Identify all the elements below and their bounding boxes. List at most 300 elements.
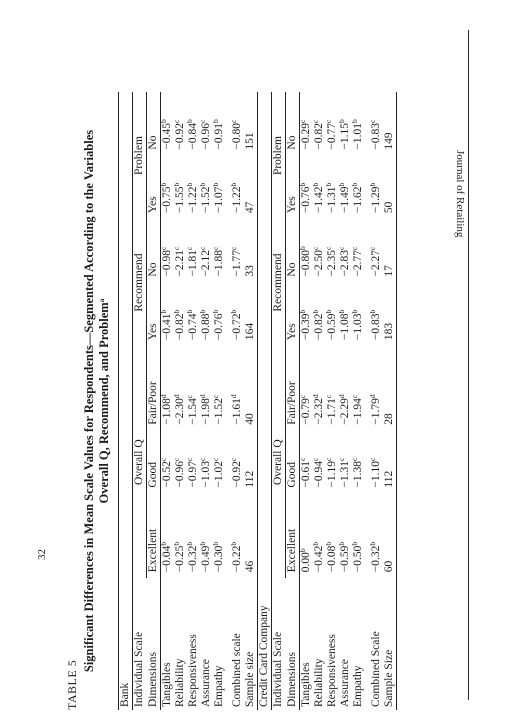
table-cell — [161, 219, 175, 283]
significance-mark: b — [311, 541, 320, 546]
cell-value: −0.59 — [326, 313, 338, 341]
cell-value: −1.22 — [187, 186, 199, 214]
row-label: Assurance — [339, 659, 351, 707]
cell-value: −1.19 — [326, 460, 338, 488]
significance-mark: c — [211, 246, 220, 250]
table-cell — [231, 346, 244, 431]
section-title: Credit Card Company — [258, 92, 272, 710]
table-cell — [174, 156, 187, 220]
cell-value: −0.29 — [300, 122, 312, 150]
cell-value: −1.29 — [370, 186, 382, 214]
running-header: Journal of Retailing — [454, 150, 466, 238]
column-header: No — [286, 92, 300, 156]
table-cell — [213, 283, 226, 347]
table-cell — [231, 156, 244, 220]
significance-mark: d — [172, 394, 181, 399]
cell-value: −0.08 — [326, 545, 338, 573]
table-cell — [187, 494, 200, 579]
significance-mark: b — [159, 182, 168, 187]
row-label: Reliability — [313, 658, 325, 707]
cell-value: −2.21 — [174, 249, 186, 277]
table-cell — [339, 346, 352, 431]
table-cell — [174, 283, 187, 347]
significance-mark: b — [350, 309, 359, 314]
significance-mark: c — [229, 457, 238, 461]
cell-value: −2.29 — [339, 398, 351, 425]
table-cell — [213, 494, 226, 579]
cell-value: −0.04 — [161, 545, 173, 573]
significance-mark: b — [211, 541, 220, 546]
significance-mark: b — [337, 119, 346, 123]
column-header: Good — [147, 431, 161, 494]
significance-mark: b — [172, 541, 181, 546]
section-title: Bank — [119, 92, 133, 710]
significance-mark: d — [368, 394, 377, 399]
significance-mark: b — [324, 309, 333, 314]
significance-mark: c — [350, 246, 359, 250]
table-cell — [174, 92, 187, 156]
table-cell — [339, 494, 352, 579]
cell-value: −0.79 — [300, 398, 312, 425]
significance-mark: c — [350, 394, 359, 399]
table-cell — [187, 219, 200, 283]
column-header: Good — [286, 431, 300, 494]
table-cell — [339, 219, 352, 283]
significance-mark: c — [324, 394, 333, 399]
significance-mark: c — [211, 394, 220, 399]
column-header: No — [286, 219, 300, 283]
cell-value: −0.52 — [161, 460, 173, 488]
cell-value: −0.30 — [213, 545, 225, 573]
table-cell — [313, 494, 326, 579]
table-row — [213, 92, 226, 710]
significance-mark: b — [185, 119, 194, 123]
significance-mark: b — [337, 541, 346, 546]
cell-value: −1.15 — [339, 122, 351, 150]
table-cell — [213, 92, 226, 156]
table-cell — [300, 219, 314, 283]
sample-size-value: 46 — [244, 494, 258, 579]
cell-value: −1.88 — [213, 249, 225, 277]
table-cell — [213, 431, 226, 494]
cell-value: −0.96 — [200, 122, 212, 150]
cell-value: −0.72 — [231, 313, 243, 341]
cell-value: −1.31 — [339, 460, 351, 488]
cell-value: −2.83 — [339, 249, 351, 277]
cell-value: −2.50 — [313, 249, 325, 277]
table-cell — [161, 431, 175, 494]
column-header: Yes — [147, 283, 161, 347]
table-title-line-2-text: Overall Q, Recommend, and Problem — [97, 302, 111, 504]
column-header: Yes — [286, 156, 300, 220]
combined-label: Combined scale — [231, 633, 243, 707]
column-header: Yes — [147, 156, 161, 220]
table-cell — [231, 431, 244, 494]
sample-size-value: 112 — [383, 431, 397, 494]
significance-mark: c — [211, 457, 220, 461]
table-cell — [231, 494, 244, 579]
significance-mark: b — [368, 309, 377, 314]
significance-mark: c — [298, 457, 307, 461]
table-cell — [352, 219, 365, 283]
table-cell — [370, 92, 383, 156]
significance-mark: b — [185, 309, 194, 314]
significance-mark: c — [185, 457, 194, 461]
cell-value: −1.31 — [326, 186, 338, 214]
cell-value: −0.49 — [200, 545, 212, 573]
table-cell — [370, 219, 383, 283]
column-group-header: Recommend — [133, 219, 147, 346]
significance-mark: d — [229, 394, 238, 399]
row-header-line-1: Individual Scale — [272, 578, 286, 710]
sample-size-value: 28 — [383, 346, 397, 431]
cell-value: −1.22 — [231, 186, 243, 214]
significance-mark: b — [337, 182, 346, 187]
cell-value: −0.77 — [326, 122, 338, 150]
table-cell — [339, 431, 352, 494]
cell-value: 0.00 — [300, 552, 312, 573]
significance-mark: b — [298, 182, 307, 187]
cell-value: −1.61 — [231, 398, 243, 425]
sample-size-value: 149 — [383, 92, 397, 156]
significance-mark: c — [311, 246, 320, 250]
significance-mark: c — [185, 394, 194, 399]
table-cell — [352, 92, 365, 156]
column-header: Excellent — [286, 494, 300, 579]
sample-size-value: 60 — [383, 494, 397, 579]
significance-mark: b — [159, 309, 168, 314]
table-cell — [187, 283, 200, 347]
significance-mark: b — [172, 182, 181, 187]
significance-mark: c — [198, 246, 207, 250]
sample-size-value: 33 — [244, 219, 258, 283]
row-label: Responsiveness — [326, 634, 338, 707]
significance-mark: b — [350, 541, 359, 546]
table-cell — [313, 219, 326, 283]
cell-value: −0.92 — [231, 460, 243, 488]
cell-value: −0.32 — [370, 545, 382, 573]
table-cell — [313, 156, 326, 220]
table-cell — [300, 494, 314, 579]
cell-value: −0.83 — [370, 122, 382, 150]
cell-value: −0.80 — [300, 249, 312, 277]
cell-value: −1.42 — [313, 186, 325, 214]
table-cell — [352, 283, 365, 347]
significance-mark: c — [368, 246, 377, 250]
significance-mark: c — [324, 246, 333, 250]
cell-value: −0.61 — [300, 460, 312, 488]
combined-label: Combined Scale — [370, 631, 382, 707]
cell-value: −0.98 — [161, 249, 173, 277]
significance-mark: c — [159, 457, 168, 461]
table-cell — [300, 92, 314, 156]
group-header-row — [133, 92, 147, 710]
significance-mark: b — [229, 182, 238, 187]
sample-size-row — [383, 92, 397, 710]
significance-mark: d — [311, 394, 320, 399]
table-cell — [313, 283, 326, 347]
page-number: 32 — [36, 549, 48, 560]
table-cell — [161, 156, 175, 220]
cell-value: −0.25 — [174, 545, 186, 573]
table-cell — [161, 346, 175, 431]
sample-size-value: 183 — [383, 283, 397, 347]
sample-size-value: 40 — [244, 346, 258, 431]
table-cell — [326, 92, 339, 156]
table-cell — [231, 92, 244, 156]
cell-value: −2.27 — [370, 249, 382, 277]
table-cell — [231, 283, 244, 347]
cell-value: −0.82 — [174, 313, 186, 341]
significance-mark: b — [229, 541, 238, 546]
significance-mark: b — [350, 182, 359, 187]
cell-value: −1.38 — [352, 460, 364, 488]
column-header: Fair/Poor — [286, 346, 300, 431]
cell-value: −1.81 — [187, 249, 199, 277]
column-header: No — [147, 92, 161, 156]
significance-mark: b — [229, 309, 238, 314]
sample-size-label: Sample size — [244, 578, 258, 710]
table-cell — [187, 346, 200, 431]
rotated-table-block — [55, 92, 455, 710]
significance-mark: b — [350, 119, 359, 123]
table-cell — [370, 156, 383, 220]
cell-value: −1.08 — [161, 398, 173, 425]
table-cell — [174, 219, 187, 283]
table-cell — [326, 283, 339, 347]
results-table — [118, 92, 397, 710]
table-cell — [174, 494, 187, 579]
table-cell — [200, 219, 213, 283]
cell-value: −2.77 — [352, 249, 364, 277]
significance-mark: d — [159, 394, 168, 399]
significance-mark: b — [311, 309, 320, 314]
significance-mark: c — [350, 457, 359, 461]
significance-mark: b — [298, 246, 307, 250]
significance-mark: b — [211, 309, 220, 314]
significance-mark: c — [159, 246, 168, 250]
row-label: Empathy — [352, 665, 364, 707]
cell-value: −0.74 — [187, 313, 199, 341]
cell-value: −1.94 — [352, 398, 364, 425]
table-cell — [352, 156, 365, 220]
cell-value: −0.97 — [187, 460, 199, 488]
cell-value: −1.71 — [326, 398, 338, 425]
table-cell — [213, 219, 226, 283]
sample-size-value: 47 — [244, 156, 258, 220]
table-cell — [326, 156, 339, 220]
row-header-line-2: Dimensions — [147, 578, 161, 710]
significance-mark: c — [298, 119, 307, 123]
cell-value: −0.76 — [213, 313, 225, 341]
combined-row — [231, 92, 244, 710]
significance-mark: b — [368, 182, 377, 187]
sample-size-value: 50 — [383, 156, 397, 220]
significance-mark: c — [229, 119, 238, 123]
significance-mark: c — [298, 394, 307, 399]
significance-mark: b — [172, 309, 181, 314]
significance-mark: c — [337, 457, 346, 461]
table-cell — [200, 431, 213, 494]
table-cell — [200, 346, 213, 431]
table-cell — [187, 92, 200, 156]
cell-value: −0.92 — [174, 122, 186, 150]
cell-value: −0.88 — [200, 313, 212, 341]
table-cell — [339, 156, 352, 220]
section-title-row — [119, 92, 133, 710]
significance-mark: c — [368, 119, 377, 123]
cell-value: −1.52 — [213, 398, 225, 425]
table-cell — [352, 494, 365, 579]
table-cell — [326, 346, 339, 431]
table-title — [82, 92, 112, 710]
significance-mark: c — [311, 119, 320, 123]
significance-mark: d — [337, 394, 346, 399]
cell-value: −1.08 — [339, 313, 351, 341]
title-footnote-mark: a — [97, 298, 106, 303]
table-cell — [339, 283, 352, 347]
significance-mark: b — [198, 309, 207, 314]
significance-mark: c — [324, 119, 333, 123]
significance-mark: b — [198, 182, 207, 187]
significance-mark: c — [198, 119, 207, 123]
cell-value: −2.32 — [313, 398, 325, 425]
cell-value: −0.75 — [161, 186, 173, 214]
cell-value: −1.01 — [352, 122, 364, 150]
column-group-header: Overall Q — [272, 346, 286, 578]
table-cell — [213, 346, 226, 431]
cell-value: −0.91 — [213, 122, 225, 150]
table-cell — [326, 431, 339, 494]
cell-value: −0.32 — [187, 545, 199, 573]
table-cell — [326, 494, 339, 579]
cell-value: −2.35 — [326, 249, 338, 277]
cell-value: −0.83 — [370, 313, 382, 341]
group-header-row — [272, 92, 286, 710]
section-title-row — [258, 92, 272, 710]
significance-mark: b — [324, 182, 333, 187]
cell-value: −1.52 — [200, 186, 212, 214]
table-cell — [370, 346, 383, 431]
table-cell — [313, 92, 326, 156]
significance-mark: b — [185, 541, 194, 546]
significance-mark: b — [198, 541, 207, 546]
cell-value: −2.12 — [200, 249, 212, 277]
significance-mark: b — [185, 182, 194, 187]
significance-mark: b — [368, 541, 377, 546]
table-cell — [174, 346, 187, 431]
cell-value: −0.84 — [187, 122, 199, 150]
sample-size-label: Sample Size — [383, 578, 397, 710]
cell-value: −2.30 — [174, 398, 186, 425]
cell-value: −0.59 — [339, 545, 351, 573]
table-cell — [370, 431, 383, 494]
cell-value: −0.22 — [231, 545, 243, 573]
sample-size-value: 151 — [244, 92, 258, 156]
cell-value: −0.94 — [313, 460, 325, 488]
table-cell — [370, 283, 383, 347]
table-cell — [231, 219, 244, 283]
significance-mark: c — [229, 246, 238, 250]
table-title-line-2 — [97, 92, 112, 710]
row-label: Tangibles — [300, 662, 312, 707]
table-cell — [300, 346, 314, 431]
cell-value: −0.45 — [161, 122, 173, 150]
cell-value: −1.55 — [174, 186, 186, 214]
significance-mark: b — [298, 548, 307, 553]
table-cell — [370, 494, 383, 579]
cell-value: −0.82 — [313, 122, 325, 150]
sample-size-value: 17 — [383, 219, 397, 283]
column-header: Excellent — [147, 494, 161, 579]
row-header-line-1: Individual Scale — [133, 578, 147, 710]
table-cell — [161, 494, 175, 579]
row-header-line-2: Dimensions — [286, 578, 300, 710]
header-rule — [468, 30, 469, 700]
column-header: No — [147, 219, 161, 283]
table-cell — [326, 219, 339, 283]
significance-mark: b — [337, 309, 346, 314]
significance-mark: b — [159, 541, 168, 546]
table-cell — [352, 431, 365, 494]
cell-value: −1.10 — [370, 460, 382, 488]
significance-mark: c — [324, 457, 333, 461]
column-header: Fair/Poor — [147, 346, 161, 431]
table-cell — [300, 283, 314, 347]
cell-value: −1.79 — [370, 398, 382, 425]
table-title-line-1: Significant Differences in Mean Scale Values for Respondents—Segmented According to the Variables — [82, 129, 96, 673]
column-group-header: Problem — [272, 92, 286, 219]
column-group-header: Recommend — [272, 219, 286, 346]
table-cell — [300, 431, 314, 494]
table-cell — [313, 431, 326, 494]
significance-mark: b — [211, 119, 220, 123]
significance-mark: c — [172, 457, 181, 461]
cell-value: −0.76 — [300, 186, 312, 214]
row-label: Assurance — [200, 659, 212, 707]
row-label: Empathy — [213, 665, 225, 707]
column-group-header: Problem — [133, 92, 147, 219]
cell-value: −1.02 — [213, 460, 225, 488]
significance-mark: c — [172, 246, 181, 250]
table-cell — [352, 346, 365, 431]
cell-value: −1.98 — [200, 398, 212, 425]
table-cell — [300, 156, 314, 220]
row-label: Tangibles — [161, 662, 173, 707]
cell-value: −1.49 — [339, 186, 351, 214]
sample-size-value: 112 — [244, 431, 258, 494]
table-cell — [200, 283, 213, 347]
cell-value: −1.03 — [352, 313, 364, 341]
cell-value: −1.03 — [200, 460, 212, 488]
cell-value: −1.07 — [213, 186, 225, 214]
significance-mark: c — [337, 246, 346, 250]
table-cell — [313, 346, 326, 431]
significance-mark: b — [324, 541, 333, 546]
significance-mark: c — [368, 457, 377, 461]
table-cell — [161, 92, 175, 156]
table-label: TABLE 5 — [65, 659, 79, 710]
table-cell — [200, 494, 213, 579]
table-cell — [187, 431, 200, 494]
cell-value: −1.77 — [231, 249, 243, 277]
cell-value: −0.50 — [352, 545, 364, 573]
significance-mark: c — [198, 457, 207, 461]
table-cell — [161, 283, 175, 347]
table-cell — [213, 156, 226, 220]
significance-mark: b — [159, 119, 168, 123]
column-group-header: Overall Q — [133, 346, 147, 578]
